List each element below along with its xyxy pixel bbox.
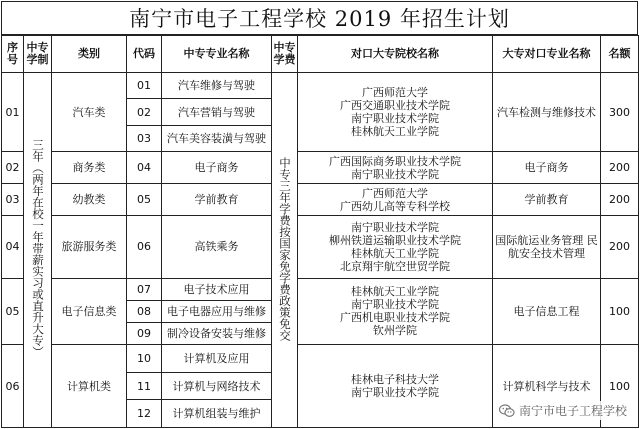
college-cell xyxy=(298,152,493,184)
watermark-text: 南宁市电子工程学校 xyxy=(518,404,627,418)
major-cell: 计算机与网络技术 xyxy=(162,372,272,400)
major-cell: 电子商务 xyxy=(162,152,272,184)
college-major-cell: 电子商务 xyxy=(493,152,601,184)
table-row xyxy=(2,73,639,99)
major-cell: 汽车营销与驾驶 xyxy=(162,99,272,125)
program-type-cell: 三年（两年在校一年带薪实习或直升大专） xyxy=(24,73,52,428)
wechat-icon xyxy=(499,404,515,418)
college-name: 广西师范大学 xyxy=(362,186,428,200)
college-cell xyxy=(298,73,493,152)
fee-cell: 中专三年学费按国家免学费政策免交 xyxy=(272,73,298,428)
code-cell: 02 xyxy=(127,99,162,125)
page-title: 南宁市电子工程学校 2019 年招生计划 xyxy=(1,1,638,35)
category-cell: 计算机类 xyxy=(52,345,127,428)
college-name: 柳州铁道运输职业技术学院 xyxy=(329,233,461,247)
wechat-watermark xyxy=(496,401,630,420)
code-cell: 09 xyxy=(127,323,162,345)
college-major-cell: 电子信息工程 xyxy=(493,278,601,345)
major-cell: 制冷设备安装与维修 xyxy=(162,323,272,345)
header-seq: 序号 xyxy=(2,36,24,73)
college-major-cell: 学前教育 xyxy=(493,184,601,216)
code-cell: 07 xyxy=(127,278,162,300)
quota-cell: 300 xyxy=(601,73,639,152)
category-cell: 旅游服务类 xyxy=(52,216,127,279)
category-cell: 幼教类 xyxy=(52,184,127,216)
college-major-cell: 国际航运业务管理 民航安全技术管理 xyxy=(493,216,601,279)
table-row xyxy=(2,345,639,373)
major-cell: 电子技术应用 xyxy=(162,278,272,300)
code-cell: 05 xyxy=(127,184,162,216)
seq-cell: 01 xyxy=(2,73,24,152)
category-cell: 电子信息类 xyxy=(52,278,127,345)
category-cell: 汽车类 xyxy=(52,73,127,152)
college-name: 南宁职业技术学院 xyxy=(351,220,439,234)
college-name: 桂林航天工业学院 xyxy=(351,285,439,299)
college-name: 桂林航天工业学院 xyxy=(351,125,439,139)
college-name: 南宁职业技术学院 xyxy=(351,167,439,181)
college-name: 广西交通职业技术学院 xyxy=(340,99,450,113)
header-category: 类别 xyxy=(52,36,127,73)
college-name: 广西机电职业技术学院 xyxy=(340,311,450,325)
table-row xyxy=(2,184,639,216)
major-cell: 汽车维修与驾驶 xyxy=(162,73,272,99)
header-code: 代码 xyxy=(127,36,162,73)
college-name: 北京翔宇航空世贸学院 xyxy=(340,259,450,273)
major-cell: 汽车美容装潢与驾驶 xyxy=(162,125,272,151)
college-name: 南宁职业技术学院 xyxy=(351,386,439,400)
college-cell xyxy=(298,216,493,279)
enrollment-plan-table xyxy=(1,35,639,428)
category-cell: 商务类 xyxy=(52,152,127,184)
quota-cell: 200 xyxy=(601,152,639,184)
college-cell xyxy=(298,278,493,345)
code-cell: 12 xyxy=(127,400,162,428)
header-major: 中专专业名称 xyxy=(162,36,272,73)
college-cell xyxy=(298,184,493,216)
major-cell: 计算机组装与维护 xyxy=(162,400,272,428)
header-fee: 中专学费 xyxy=(272,36,298,73)
college-name: 钦州学院 xyxy=(373,324,417,338)
table-row xyxy=(2,278,639,300)
college-name: 南宁职业技术学院 xyxy=(351,112,439,126)
quota-cell: 100 xyxy=(601,278,639,345)
seq-cell: 03 xyxy=(2,184,24,216)
seq-cell: 02 xyxy=(2,152,24,184)
college-major-cell: 计算机科学与技术 xyxy=(493,345,601,428)
major-cell: 高铁乘务 xyxy=(162,216,272,279)
header-row xyxy=(2,36,639,73)
header-college-major: 大专对口专业名称 xyxy=(493,36,601,73)
code-cell: 06 xyxy=(127,216,162,279)
college-major-cell: 汽车检测与维修技术 xyxy=(493,73,601,152)
quota-cell: 200 xyxy=(601,216,639,279)
college-name: 广西幼儿高等专科学校 xyxy=(340,199,450,213)
code-cell: 03 xyxy=(127,125,162,151)
college-name: 广西国际商务职业技术学院 xyxy=(329,154,461,168)
header-quota: 名额 xyxy=(601,36,639,73)
header-program-type: 中专学制 xyxy=(24,36,52,73)
code-cell: 08 xyxy=(127,300,162,322)
code-cell: 04 xyxy=(127,152,162,184)
college-name: 桂林航天工业学院 xyxy=(351,246,439,260)
header-college: 对口大专院校名称 xyxy=(298,36,493,73)
major-cell: 计算机及应用 xyxy=(162,345,272,373)
seq-cell: 04 xyxy=(2,216,24,279)
quota-cell: 200 xyxy=(601,184,639,216)
college-name: 桂林电子科技大学 xyxy=(351,373,439,387)
seq-cell: 06 xyxy=(2,345,24,428)
quota-cell: 100 xyxy=(601,345,639,428)
code-cell: 11 xyxy=(127,372,162,400)
major-cell: 学前教育 xyxy=(162,184,272,216)
college-name: 南宁职业技术学院 xyxy=(351,298,439,312)
code-cell: 01 xyxy=(127,73,162,99)
college-cell xyxy=(298,345,493,428)
table-row xyxy=(2,216,639,279)
code-cell: 10 xyxy=(127,345,162,373)
table-row xyxy=(2,152,639,184)
college-name: 广西师范大学 xyxy=(362,86,428,100)
seq-cell: 05 xyxy=(2,278,24,345)
major-cell: 电子电器应用与维修 xyxy=(162,300,272,322)
